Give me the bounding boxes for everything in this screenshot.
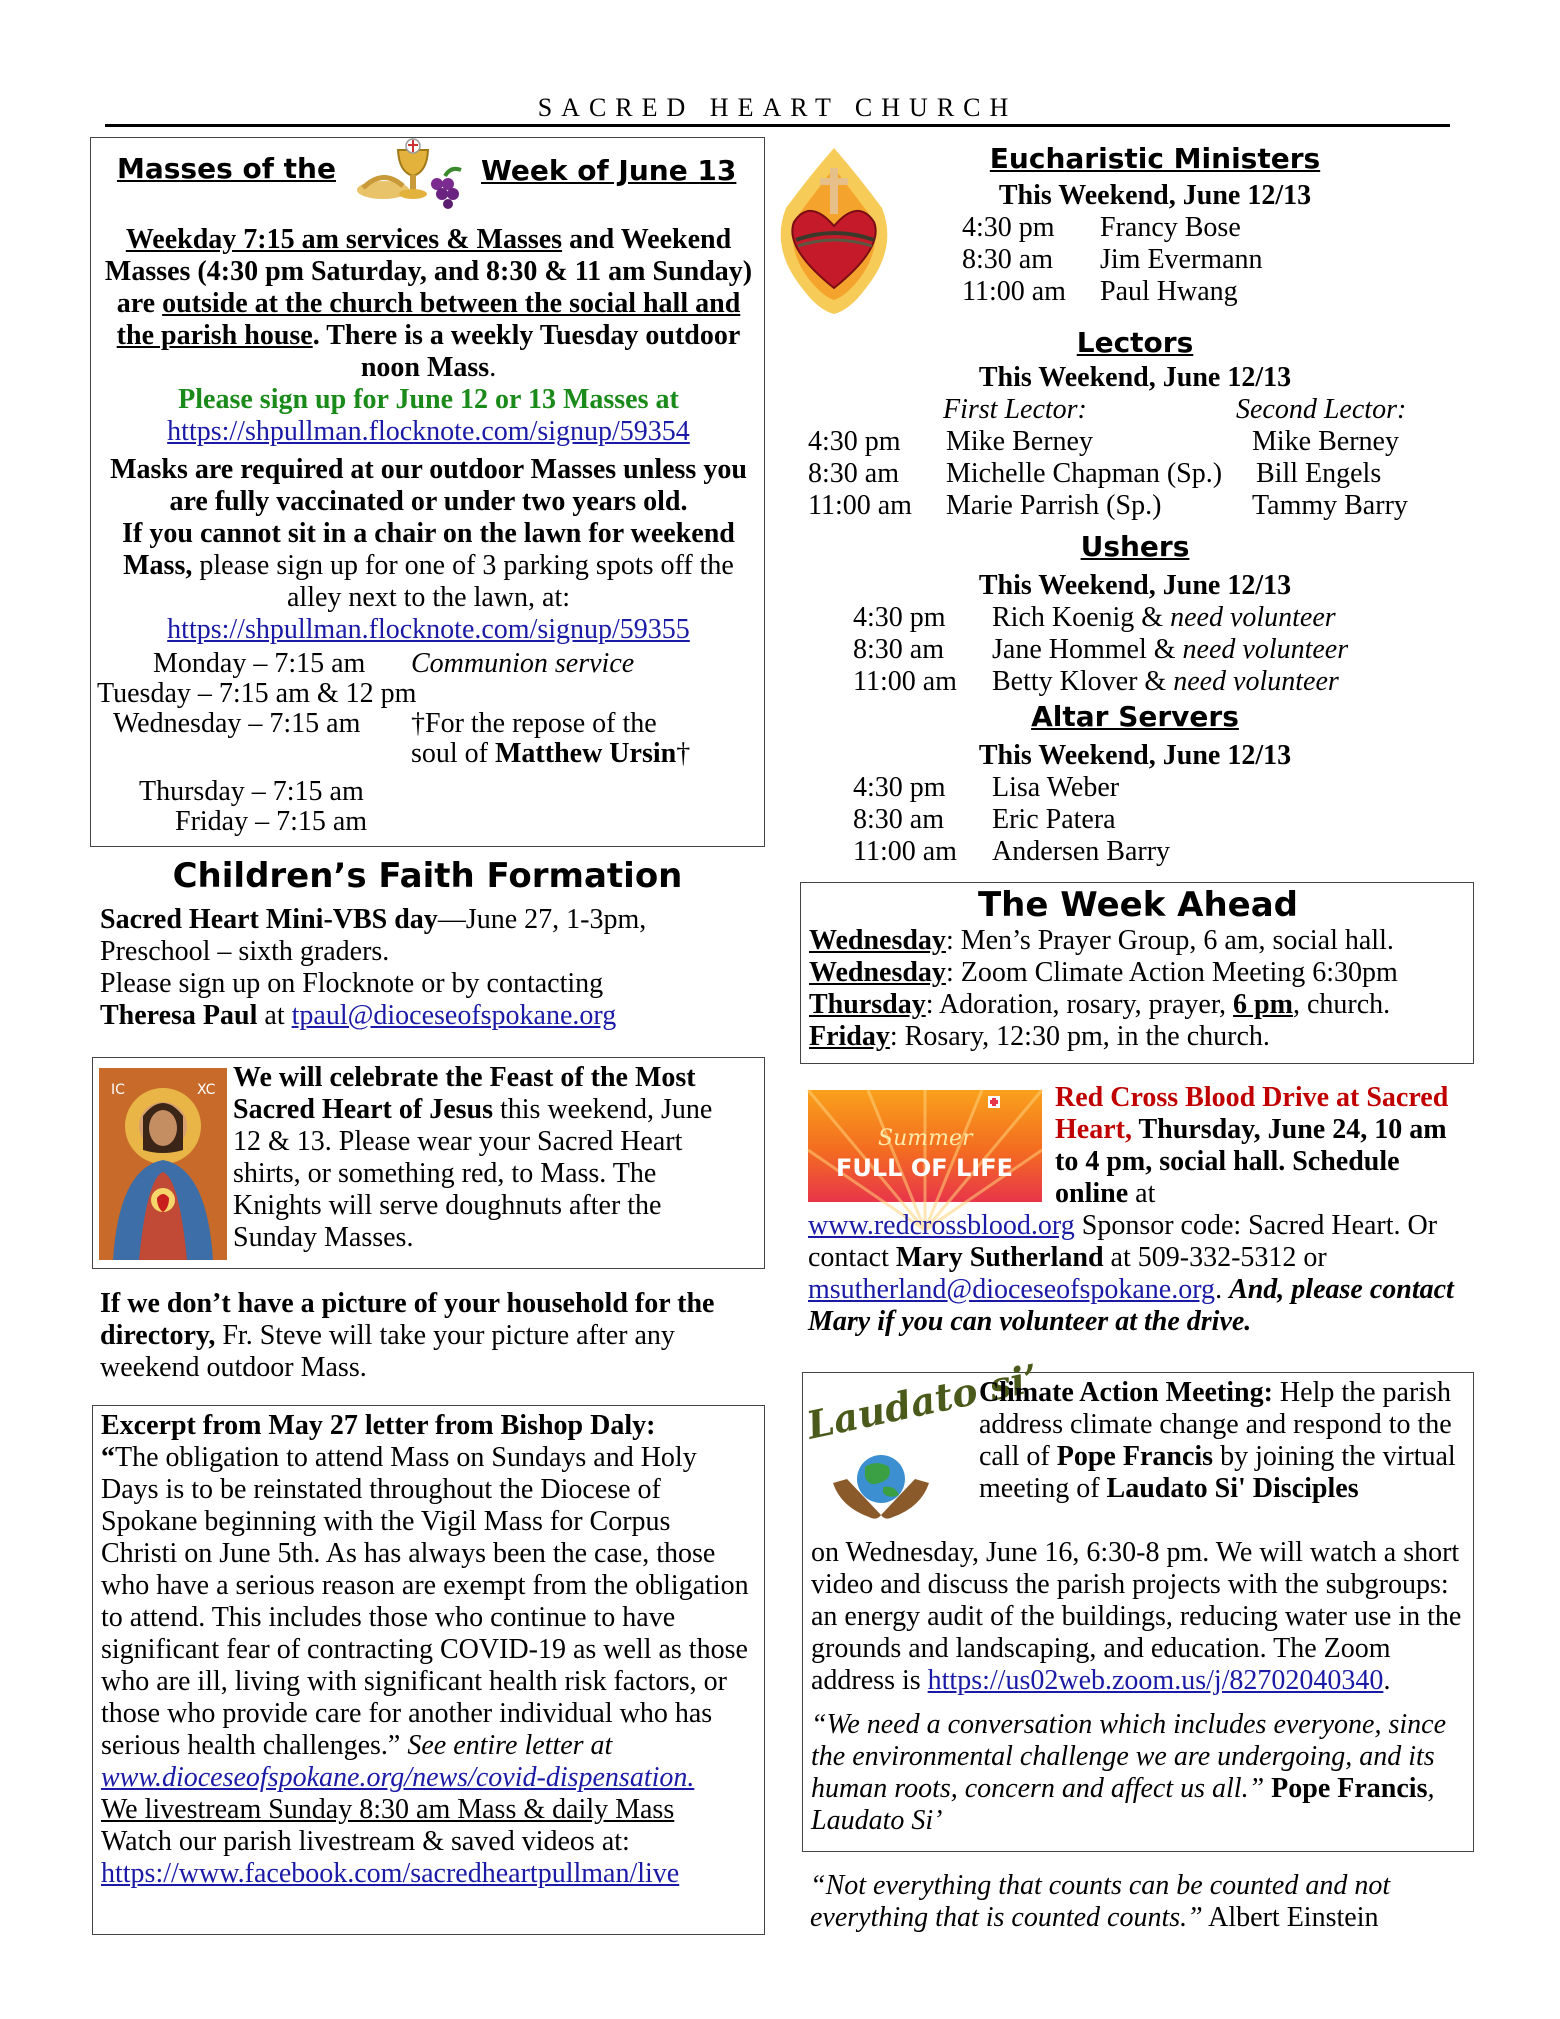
ff-contact: Theresa Paul [100,1000,258,1031]
directory-note [100,1288,750,1384]
servers-name-3: Andersen Barry [992,836,1171,867]
lectors-second-header: Second Lector: [1236,394,1407,425]
servers-title: Altar Servers [1031,700,1239,733]
lectors-time-2: 8:30 am [808,458,899,489]
blood-tail: And, please contact Mary if you can volunteer at the drive. [808,1274,1454,1337]
einstein-q1: “Not everything that counts can be counted and not everything [810,1870,1391,1933]
usher-3: Betty Klover & [992,666,1174,697]
schedule-thursday-day: Thursday – 7:15 am [139,776,364,807]
einstein-q2: that is counted counts.” [935,1902,1203,1933]
ff-line3: Please sign up on Flocknote or by contacting [100,968,604,999]
em-sub: This Weekend, June 12/13 [998,180,1312,211]
week-row-3 [809,989,1469,1021]
schedule-friday-day: Friday – 7:15 am [175,806,368,837]
week-text-2: : Zoom Climate Action Meeting 6:30pm [945,957,1398,988]
week-ahead-title: The Week Ahead [977,885,1298,925]
week-day-3: Thursday [809,989,926,1020]
watch-text: Watch our parish livestream & saved videos at: [101,1826,630,1857]
week-day-2: Wednesday [809,957,946,988]
bishop-quote-open: “ [101,1442,115,1473]
ushers-sub: This Weekend, June 12/13 [978,570,1292,601]
ushers-name-1 [992,602,1336,634]
signup-link[interactable]: https://shpullman.flocknote.com/signup/59354 [167,416,690,447]
week-tail-3: , church. [1292,989,1391,1020]
schedule-wednesday-note2 [411,738,690,770]
feast-rest: this weekend, June 12 & 13. Please wear your Sacred Heart shirts, or something red, to Mass. The Knights will serve doughnuts after the Sunday Masses. [233,1094,713,1253]
servers-time-1: 4:30 pm [853,772,946,803]
lectors-title: Lectors [1076,326,1194,359]
ushers-time-1: 4:30 pm [853,602,946,633]
usher-2: Jane Hommel & [992,634,1183,665]
bishop-title: Excerpt from May 27 letter from Bishop Daly: [101,1410,656,1441]
masses-box [90,137,765,847]
lectors-time-3: 11:00 am [808,490,912,521]
em-name-2: Jim Evermann [1100,244,1263,275]
climate-pope: Pope Francis [1056,1441,1214,1472]
banner-full-of-life: FULL OF LIFE [836,1154,1013,1182]
chair-text [101,518,756,614]
blood-drive-head [1055,1082,1465,1210]
usher-2-extra: need volunteer [1182,634,1349,665]
bishop-body [101,1442,751,1762]
blood-mary: Mary Sutherland [895,1242,1104,1273]
einstein-author: Albert Einstein [1202,1902,1379,1933]
lectors-second-1: Mike Berney [1252,426,1399,457]
climate-t4: . [1383,1665,1391,1696]
blood-red: Red Cross Blood Drive at Sacred Heart, [1055,1082,1449,1145]
ff-vbs: Sacred Heart Mini-VBS day [100,904,438,935]
em-time-3: 11:00 am [962,276,1066,307]
signup-text: Please sign up for June 12 or 13 Masses at [178,384,679,415]
week-text-3: : Adoration, rosary, prayer, [925,989,1234,1020]
church-title: SACRED HEART CHURCH [537,93,1018,122]
ff-line1 [100,904,770,936]
climate-bold1: Climate Action Meeting: [979,1377,1273,1408]
facebook-link[interactable]: https://www.facebook.com/sacredheartpullman/live [101,1858,680,1889]
bishop-box [92,1405,765,1935]
servers-time-2: 8:30 am [853,804,944,835]
bishop-see: See entire letter at [400,1730,613,1761]
ushers-name-3 [992,666,1339,698]
servers-sub: This Weekend, June 12/13 [978,740,1292,771]
climate-box [802,1354,1474,1852]
week-row-1 [809,925,1469,957]
masses-intro-e: . [489,352,497,383]
bishop-content [101,1410,751,1890]
signup-link-row [101,416,756,448]
directory-rest: Fr. Steve will take your picture after any weekend outdoor Mass. [100,1320,675,1383]
lectors-time-1: 4:30 pm [808,426,901,457]
icon-letters-left: IC [111,1082,125,1098]
week-ahead-list [809,925,1469,1053]
week-u-3: 6 pm [1233,989,1293,1020]
sacred-heart-jesus-icon [99,1068,227,1260]
climate-text-bottom [811,1537,1471,1697]
lectors-sub: This Weekend, June 12/13 [978,362,1292,393]
page-header [105,94,1450,127]
climate-t3: on Wednesday, June 16, 6:30-8 pm. We will watch a short video and discuss the parish projects with the subgroups: an energy audit of the buildings, reducing water use in the grounds and landscaping, and education. The Zoom address is [811,1537,1462,1696]
week-ahead-box [800,882,1474,1064]
zoom-link[interactable]: https://us02web.zoom.us/j/82702040340 [927,1665,1384,1696]
laudato-si-text: Laudato si’ [802,1354,1043,1448]
climate-quote [811,1709,1471,1837]
schedule-note2-a: soul of [411,738,495,769]
masses-intro-b: and Weekend Masses (4:30 pm Saturday, and 8:30 & 11 am Sunday) are [104,224,753,319]
schedule-monday-day: Monday – 7:15 am [153,648,366,679]
chalice-icon [353,138,468,210]
lectors-second-3: Tammy Barry [1252,490,1408,521]
climate-text-top [979,1377,1465,1505]
week-text-1: : Men’s Prayer Group, 6 am, social hall. [945,925,1394,956]
feast-text [233,1062,733,1254]
servers-name-2: Eric Patera [992,804,1116,835]
climate-t1: Help the parish address climate change and respond to the call of [979,1377,1452,1472]
em-time-1: 4:30 pm [962,212,1055,243]
lectors-first-1: Mike Berney [946,426,1093,457]
blood-drive-body: www.redcrossblood.org Sponsor code: Sacred Heart. Or contact Mary Sutherland at 509-332-5312 or msutherland@dioceseofspokane.org. And, please contact Mary if you can volunteer at the drive. [808,1210,1454,1337]
week-day-4: Friday [809,1021,890,1052]
chair-bold: If you cannot sit in a chair on the lawn for weekend Mass, [122,518,735,581]
sacred-heart-icon [770,138,898,316]
em-name-3: Paul Hwang [1100,276,1238,307]
blood-at: at [1128,1178,1156,1209]
lectors-first-2: Michelle Chapman (Sp.) [946,458,1223,489]
week-row-2 [809,957,1469,989]
bishop-link-row [101,1762,751,1794]
laudato-si-logo [802,1354,1043,1537]
week-row-4 [809,1021,1469,1053]
schedule-wednesday-note: †For the repose of the [411,708,657,739]
schedule-note2-b: Matthew Ursin [495,738,677,769]
usher-1: Rich Koenig & [992,602,1171,633]
masses-intro-c: outside at the church between the social hall and the parish house [116,288,741,351]
ff-line4 [100,1000,770,1032]
servers-time-3: 11:00 am [853,836,957,867]
climate-t2: by joining the virtual meeting of [979,1441,1456,1504]
em-title: Eucharistic Ministers [989,142,1321,175]
lectors-second-2: Bill Engels [1256,458,1382,489]
blood-email-link[interactable]: msutherland@dioceseofspokane.org [808,1274,1216,1305]
blood-phone: at 509-332-5312 or [1103,1242,1327,1273]
usher-3-extra: need volunteer [1173,666,1339,697]
ff-email-link[interactable]: tpaul@dioceseofspokane.org [291,1000,617,1031]
climate-disciples: Laudato Si' Disciples [1106,1473,1359,1504]
fb-link-row [101,1858,751,1890]
week-text-4: : Rosary, 12:30 pm, in the church. [889,1021,1270,1052]
masses-intro [101,224,756,384]
redcross-link[interactable]: www.redcrossblood.org [808,1210,1075,1241]
bishop-link[interactable]: www.dioceseofspokane.org/news/covid-dispensation. [101,1762,695,1793]
einstein-quote [810,1870,1470,1934]
em-time-2: 8:30 am [962,244,1053,275]
usher-1-extra: need volunteer [1170,602,1336,633]
ushers-time-3: 11:00 am [853,666,957,697]
lectors-first-3: Marie Parrish (Sp.) [946,490,1162,521]
chair-rest: please sign up for one of 3 parking spots off the alley next to the lawn, at: [192,550,734,613]
icon-letters-right: XC [197,1082,216,1098]
feast-bold: We will celebrate the Feast of the Most Sacred Heart of Jesus [233,1062,696,1125]
livestream-text: We livestream Sunday 8:30 am Mass & daily Mass [101,1794,675,1825]
chair-link[interactable]: https://shpullman.flocknote.com/signup/59355 [167,614,690,645]
ff-vbs-rest: —June 27, 1-3pm, [437,904,647,935]
schedule-wednesday-day: Wednesday – 7:15 am [113,708,361,739]
faith-formation-body [100,904,770,1032]
schedule-tuesday-day: Tuesday – 7:15 am & 12 pm [97,678,417,709]
chair-link-row [101,614,756,646]
ushers-title: Ushers [1080,530,1190,563]
blood-sponsor: Sponsor code: Sacred Heart. Or contact [808,1210,1438,1273]
feast-box [92,1057,765,1269]
schedule-note2-c: † [676,738,691,769]
climate-quote-source: , Laudato Si’ [811,1773,1435,1836]
climate-quote-author: Pope Francis [1264,1773,1428,1804]
week-day-1: Wednesday [809,925,946,956]
masses-title-left: Masses of the [117,152,336,185]
ff-at: at [257,1000,292,1031]
ushers-name-2 [992,634,1348,666]
em-name-1: Francy Bose [1100,212,1241,243]
directory-bold: If we don’t have a picture of your household for the directory, [100,1288,715,1351]
bishop-body-text: The obligation to attend Mass on Sundays and Holy Days is to be reinstated throughout the Diocese of Spokane beginning with the Vigil Mass for Corpus Christi on June 5th. As has always been the case, those who have a serious reason are exempt from the obligation to attend. This includes those who continue to have significant fear of contracting COVID-19 as well as those who are ill, living with significant health risk factors, or those who provide care for another individual who has serious health challenges.” [101,1442,749,1761]
ushers-time-2: 8:30 am [853,634,944,665]
masses-title-right: Week of June 13 [481,154,737,187]
servers-name-1: Lisa Weber [992,772,1120,803]
climate-quote-text: “We need a conversation which includes everyone, since the environmental challenge we are undergoing, and its human roots, concern and affect us all.” [811,1709,1447,1804]
blood-drive-banner [808,1090,1042,1202]
faith-formation-title: Children’s Faith Formation [172,856,683,896]
ff-line2: Preschool – sixth graders. [100,936,390,967]
masks-text: Masks are required at our outdoor Masses unless you are fully vaccinated or under two years old. [110,454,747,517]
masses-intro-a: Weekday 7:15 am services & Masses [125,224,563,255]
schedule-monday-note: Communion service [411,648,635,679]
lectors-first-header: First Lector: [943,394,1087,425]
banner-summer: Summer [878,1126,973,1151]
masses-intro-d: . There is a weekly Tuesday outdoor noon Mass [312,320,741,383]
blood-bold: Thursday, June 24, 10 am to 4 pm, social hall. Schedule online [1055,1114,1447,1209]
